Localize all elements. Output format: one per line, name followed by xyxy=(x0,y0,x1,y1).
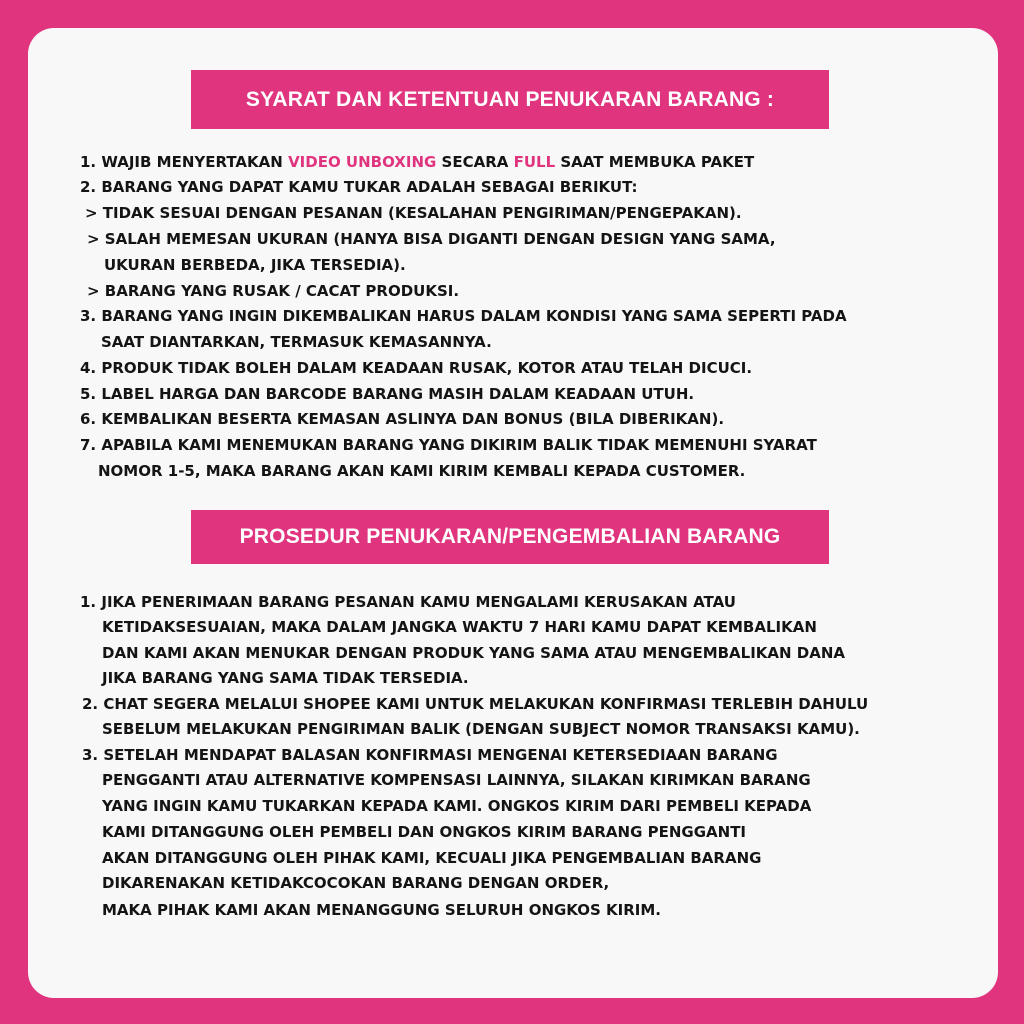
procedure-line: DAN KAMI AKAN MENUKAR DENGAN PRODUK YANG SAMA ATAU MENGEMBALIKAN DANA xyxy=(102,644,846,662)
terms-line: > SALAH MEMESAN UKURAN (HANYA BISA DIGANTI DENGAN DESIGN YANG SAMA, xyxy=(87,230,776,248)
procedure-line: JIKA BARANG YANG SAMA TIDAK TERSEDIA. xyxy=(102,669,469,687)
procedure-line: MAKA PIHAK KAMI AKAN MENANGGUNG SELURUH ONGKOS KIRIM. xyxy=(102,901,661,919)
procedure-line: SEBELUM MELAKUKAN PENGIRIMAN BALIK (DENGAN SUBJECT NOMOR TRANSAKSI KAMU). xyxy=(102,720,860,738)
procedure-line: 1. JIKA PENERIMAAN BARANG PESANAN KAMU MENGALAMI KERUSAKAN ATAU xyxy=(80,593,736,611)
terms-line: > BARANG YANG RUSAK / CACAT PRODUKSI. xyxy=(87,282,460,300)
terms-item-1-text: SECARA xyxy=(436,153,514,171)
terms-line: 6. KEMBALIKAN BESERTA KEMASAN ASLINYA DAN BONUS (BILA DIBERIKAN). xyxy=(80,410,725,428)
procedure-line: AKAN DITANGGUNG OLEH PIHAK KAMI, KECUALI JIKA PENGEMBALIAN BARANG xyxy=(102,849,762,867)
terms-line: SAAT DIANTARKAN, TERMASUK KEMASANNYA. xyxy=(101,333,492,351)
terms-line: 3. BARANG YANG INGIN DIKEMBALIKAN HARUS DALAM KONDISI YANG SAMA SEPERTI PADA xyxy=(80,307,847,325)
section-title-procedure: PROSEDUR PENUKARAN/PENGEMBALIAN BARANG xyxy=(191,510,829,564)
highlight-full: FULL xyxy=(513,153,556,171)
procedure-line: YANG INGIN KAMU TUKARKAN KEPADA KAMI. ONGKOS KIRIM DARI PEMBELI KEPADA xyxy=(102,797,812,815)
section-title-terms: SYARAT DAN KETENTUAN PENUKARAN BARANG : xyxy=(191,70,829,129)
terms-line: 2. BARANG YANG DAPAT KAMU TUKAR ADALAH SEBAGAI BERIKUT: xyxy=(80,178,638,196)
procedure-line: DIKARENAKAN KETIDAKCOCOKAN BARANG DENGAN ORDER, xyxy=(102,874,610,892)
procedure-line: PENGGANTI ATAU ALTERNATIVE KOMPENSASI LAINNYA, SILAKAN KIRIMKAN BARANG xyxy=(102,771,811,789)
terms-line: > TIDAK SESUAI DENGAN PESANAN (KESALAHAN PENGIRIMAN/PENGEPAKAN). xyxy=(85,204,742,222)
terms-line: 4. PRODUK TIDAK BOLEH DALAM KEADAAN RUSAK, KOTOR ATAU TELAH DICUCI. xyxy=(80,359,753,377)
highlight-video-unboxing: VIDEO UNBOXING xyxy=(288,153,437,171)
terms-line: 7. APABILA KAMI MENEMUKAN BARANG YANG DIKIRIM BALIK TIDAK MEMENUHI SYARAT xyxy=(80,436,817,454)
procedure-line: 2. CHAT SEGERA MELALUI SHOPEE KAMI UNTUK MELAKUKAN KONFIRMASI TERLEBIH DAHULU xyxy=(82,695,869,713)
terms-item-1-text: 1. WAJIB MENYERTAKAN xyxy=(80,153,289,171)
terms-line: NOMOR 1-5, MAKA BARANG AKAN KAMI KIRIM KEMBALI KEPADA CUSTOMER. xyxy=(98,462,746,480)
terms-item-1 xyxy=(80,152,754,172)
procedure-line: KETIDAKSESUAIAN, MAKA DALAM JANGKA WAKTU 7 HARI KAMU DAPAT KEMBALIKAN xyxy=(102,618,817,636)
terms-line: 5. LABEL HARGA DAN BARCODE BARANG MASIH DALAM KEADAAN UTUH. xyxy=(80,385,695,403)
procedure-line: KAMI DITANGGUNG OLEH PEMBELI DAN ONGKOS KIRIM BARANG PENGGANTI xyxy=(102,823,747,841)
terms-item-1-text: SAAT MEMBUKA PAKET xyxy=(555,153,755,171)
terms-line: UKURAN BERBEDA, JIKA TERSEDIA). xyxy=(104,256,406,274)
procedure-line: 3. SETELAH MENDAPAT BALASAN KONFIRMASI MENGENAI KETERSEDIAAN BARANG xyxy=(82,746,778,764)
